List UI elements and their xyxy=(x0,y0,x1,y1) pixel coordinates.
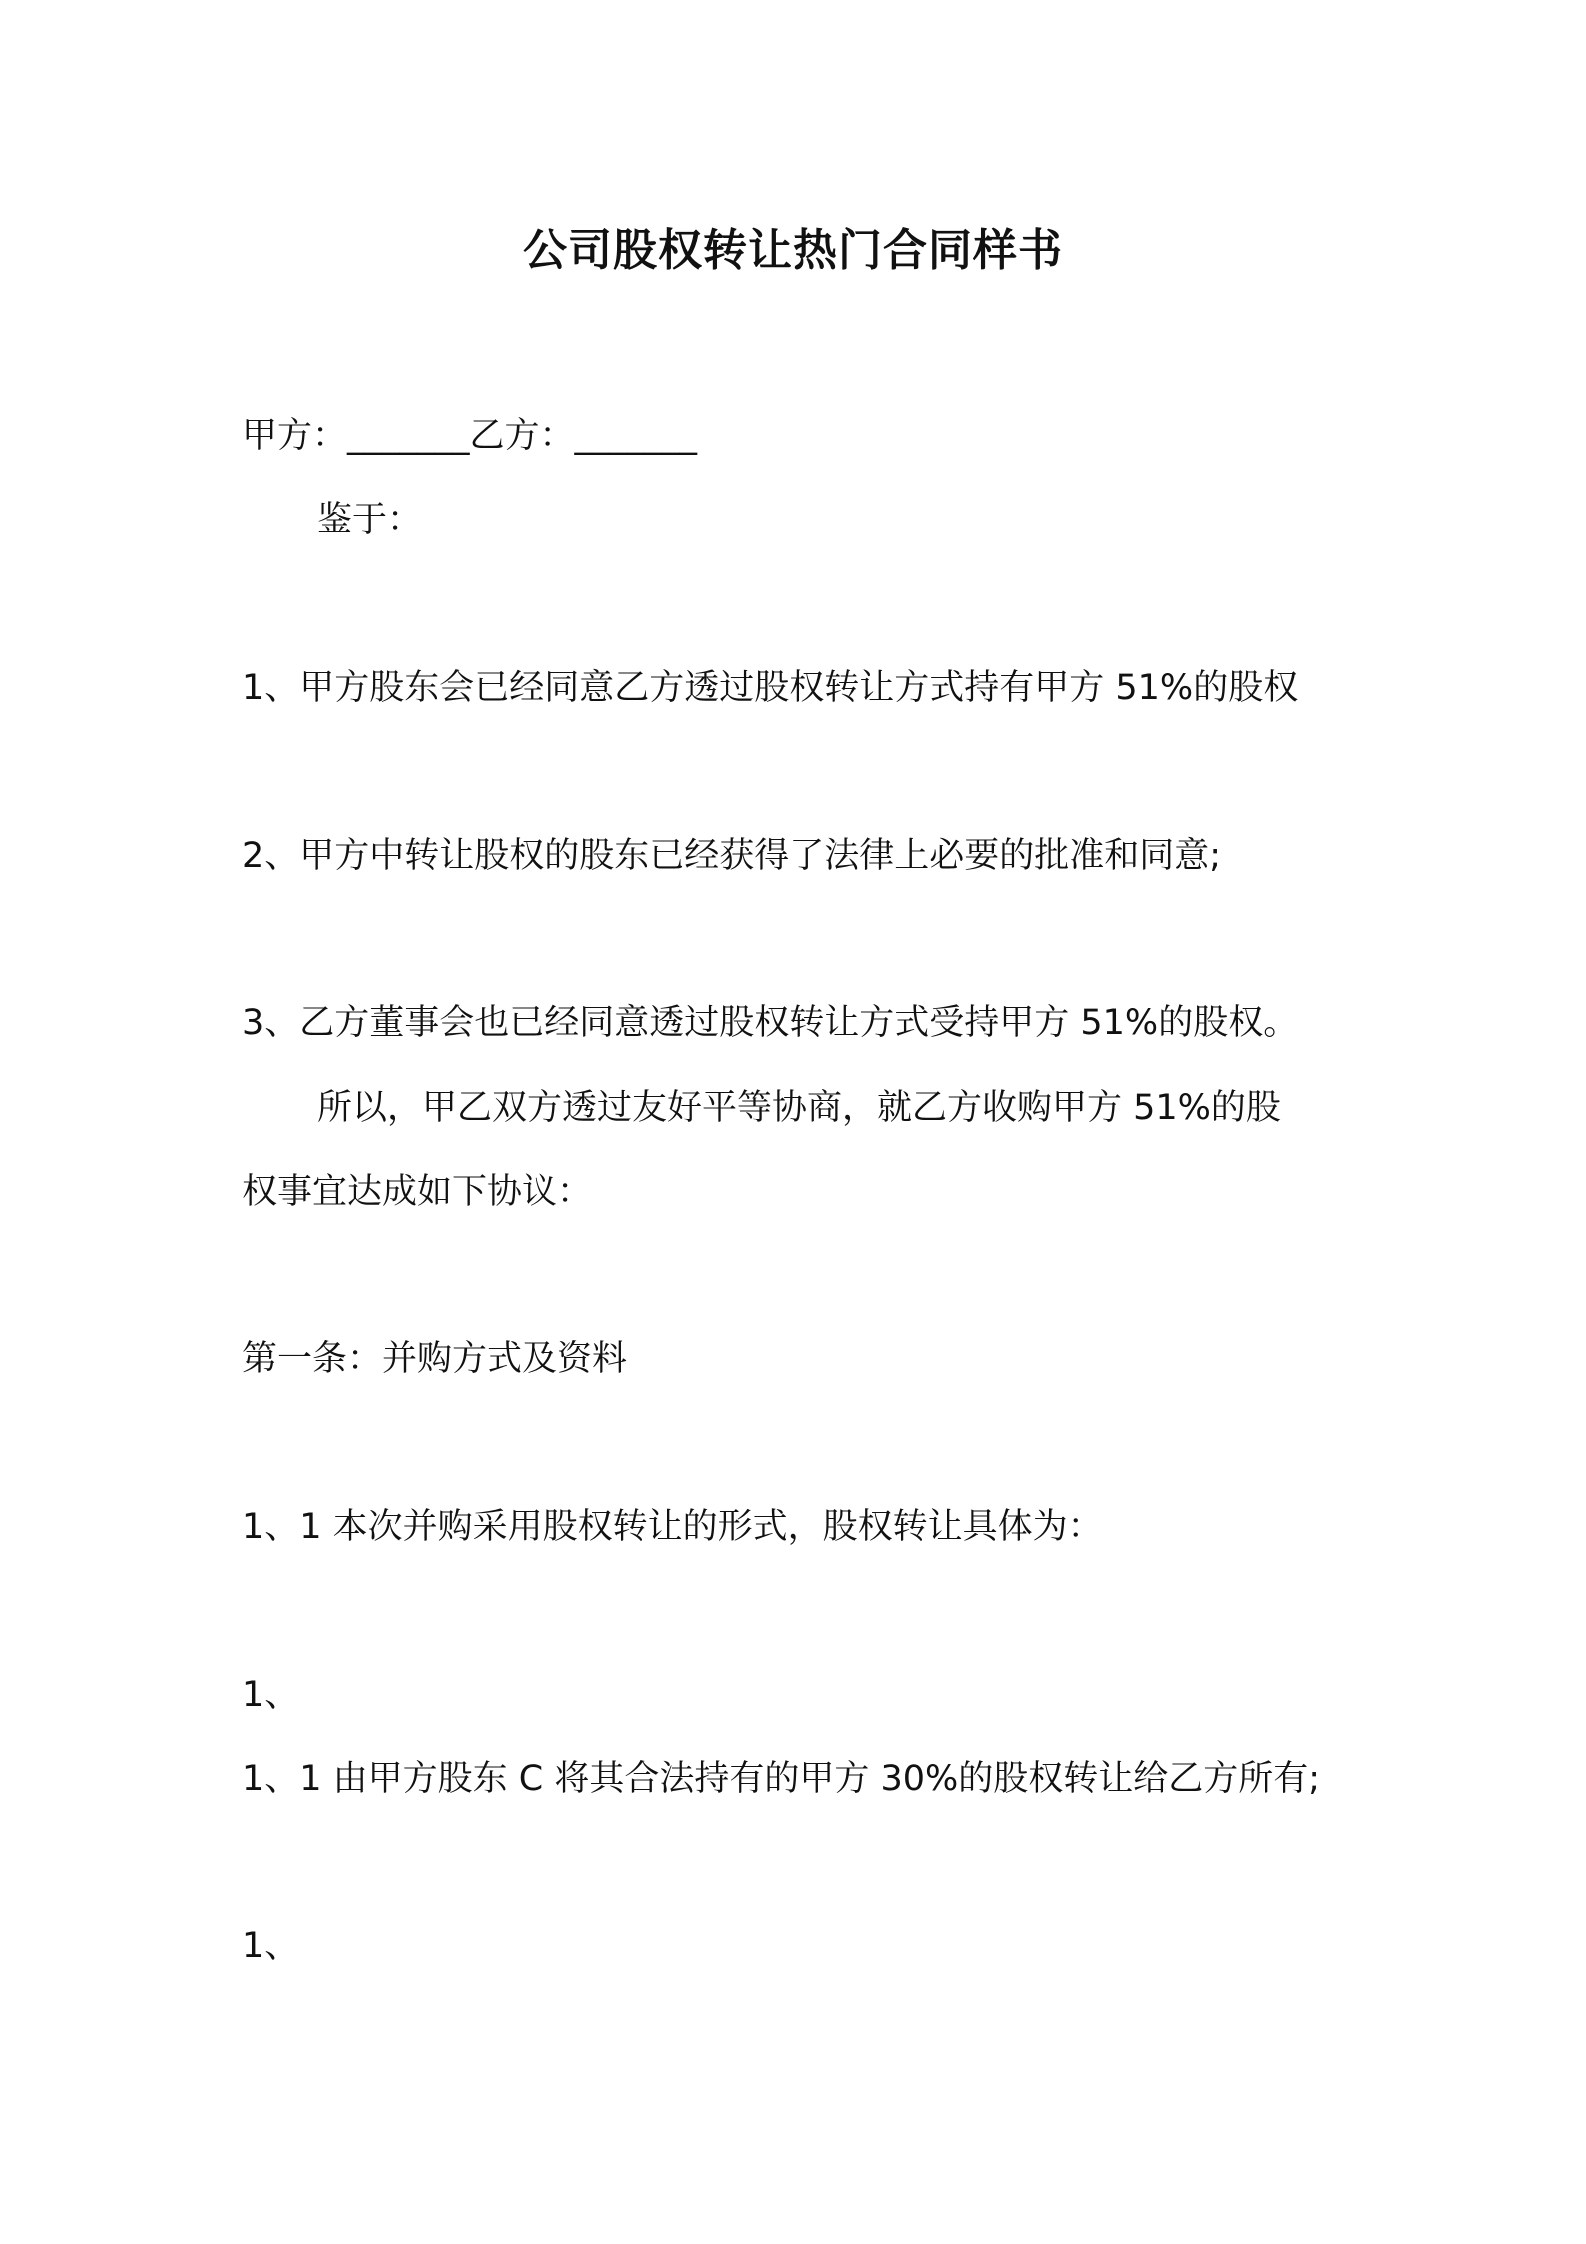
recital-2: 2、甲方中转让股权的股东已经获得了法律上必要的批准和同意; xyxy=(242,836,1222,876)
conclusion-line-2: 权事宜达成如下协议： xyxy=(242,1172,593,1212)
clause-1-1: 1、1 本次并购采用股权转让的形式，股权转让具体为： xyxy=(242,1507,1103,1547)
recital-1: 1、甲方股东会已经同意乙方透过股权转让方式持有甲方 51%的股权 xyxy=(242,668,1299,708)
article-1-heading: 第一条：并购方式及资料 xyxy=(242,1339,628,1379)
clause-marker-b: 1、 xyxy=(242,1926,300,1966)
recital-3: 3、乙方董事会也已经同意透过股权转让方式受持甲方 51%的股权。 xyxy=(242,1003,1299,1043)
clause-1-1-1: 1、1 由甲方股东 C 将其合法持有的甲方 30%的股权转让给乙方所有; xyxy=(242,1759,1321,1799)
parties-line: 甲方：_______乙方：_______ xyxy=(242,416,698,456)
document-title: 公司股权转让热门合同样书 xyxy=(523,225,1063,276)
clause-marker-a: 1、 xyxy=(242,1675,300,1715)
whereas-label: 鉴于： xyxy=(317,500,423,540)
conclusion-line-1: 所以，甲乙双方透过友好平等协商，就乙方收购甲方 51%的股 xyxy=(317,1088,1281,1128)
